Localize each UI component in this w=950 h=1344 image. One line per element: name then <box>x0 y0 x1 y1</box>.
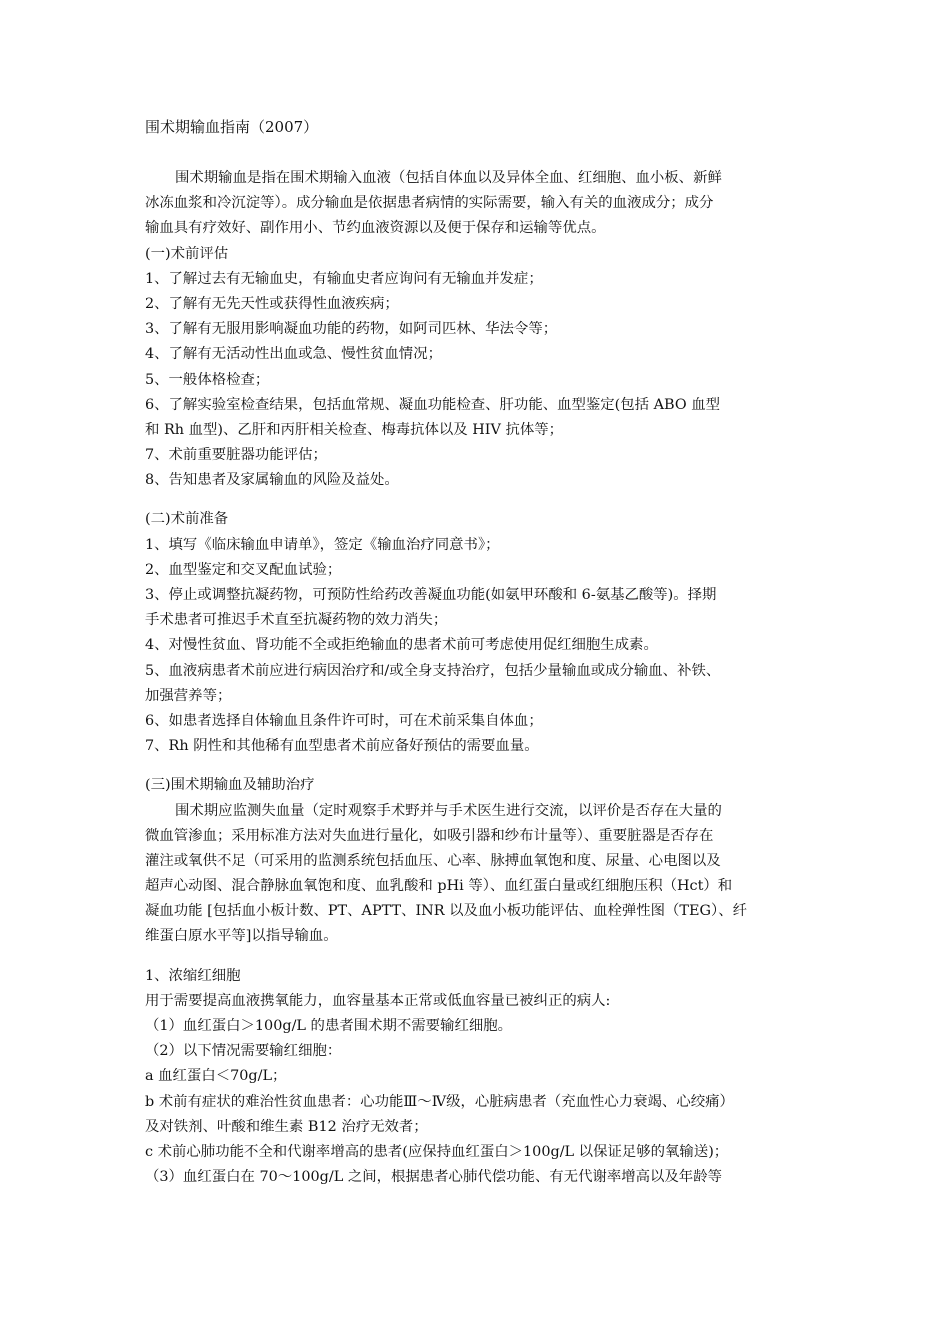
list-item: a 血红蛋白＜70g/L； <box>145 1068 287 1085</box>
spacer <box>145 950 813 964</box>
list-item: 6、了解实验室检查结果，包括血常规、凝血功能检查、肝功能、血型鉴定(包括 ABO 血型 <box>145 396 721 413</box>
intro-line: 输血具有疗效好、副作用小、节约血液资源以及便于保存和运输等优点。 <box>145 220 606 237</box>
paragraph-line: 微血管渗血；采用标准方法对失血进行量化，如吸引器和纱布计量等）、重要脏器是否存在 <box>145 827 714 844</box>
paragraph-line: 灌注或氧供不足（可采用的监测系统包括血压、心率、脉搏血氧饱和度、尿量、心电图以及 <box>145 852 721 869</box>
list-item: 1、了解过去有无输血史，有输血史者应询问有无输血并发症； <box>145 270 543 287</box>
list-item: c 术前心肺功能不全和代谢率增高的患者(应保持血红蛋白＞100g/L 以保证足够的氧输送)； <box>145 1143 729 1160</box>
section-heading-preop-evaluation: (一)术前评估 <box>145 245 229 262</box>
list-item: 3、了解有无服用影响凝血功能的药物，如阿司匹林、华法令等； <box>145 321 558 338</box>
list-item: 7、术前重要脏器功能评估； <box>145 447 327 464</box>
document-title: 围术期输血指南（2007） <box>145 118 319 136</box>
paragraph-line: 凝血功能 [包括血小板计数、PT、APTT、INR 以及血小板功能评估、血栓弹性图（TEG）、纤 <box>145 903 747 920</box>
intro-line: 围术期输血是指在围术期输入血液（包括自体血以及异体全血、红细胞、血小板、新鲜 <box>175 170 722 186</box>
list-item: 及对铁剂、叶酸和维生素 B12 治疗无效者； <box>145 1118 428 1135</box>
list-item: 8、告知患者及家属输血的风险及益处。 <box>145 472 399 489</box>
list-item: 4、对慢性贫血、肾功能不全或拒绝输血的患者术前可考虑使用促红细胞生成素。 <box>145 637 658 654</box>
section-heading-preop-preparation: (二)术前准备 <box>145 511 229 528</box>
spacer <box>145 759 813 773</box>
list-item: （1）血红蛋白＞100g/L 的患者围术期不需要输红细胞。 <box>145 1018 513 1034</box>
list-item: 5、血液病患者术前应进行病因治疗和/或全身支持治疗，包括少量输血或成分输血、补铁、 <box>145 662 721 679</box>
list-item: 5、一般体格检查； <box>145 371 270 388</box>
list-item: 1、填写《临床输血申请单》，签定《输血治疗同意书》； <box>145 536 500 553</box>
section-heading-perioperative-transfusion: (三)围术期输血及辅助治疗 <box>145 777 315 794</box>
list-item: 3、停止或调整抗凝药物，可预防性给药改善凝血功能(如氨甲环酸和 6-氨基乙酸等)。择期 <box>145 587 717 603</box>
list-item: 手术患者可推迟手术直至抗凝药物的效力消失； <box>145 612 448 629</box>
list-item: （2）以下情况需要输红细胞： <box>145 1043 342 1060</box>
list-item: 6、如患者选择自体输血且条件许可时，可在术前采集自体血； <box>145 712 543 729</box>
list-item: 2、血型鉴定和交叉配血试验； <box>145 561 342 578</box>
list-item: b 术前有症状的难治性贫血患者：心功能Ⅲ～Ⅳ级，心脏病患者（充血性心力衰竭、心绞痛） <box>145 1093 734 1110</box>
list-item: 4、了解有无活动性出血或急、慢性贫血情况； <box>145 346 442 363</box>
list-item: 2、了解有无先天性或获得性血液疾病； <box>145 295 399 312</box>
list-item: 7、Rh 阴性和其他稀有血型患者术前应备好预估的需要血量。 <box>145 738 539 755</box>
paragraph-line: 用于需要提高血液携氧能力，血容量基本正常或低血容量已被纠正的病人: <box>145 992 611 1009</box>
paragraph-line: 围术期应监测失血量（定时观察手术野并与手术医生进行交流，以评价是否存在大量的 <box>175 802 722 819</box>
document-body <box>145 166 813 1190</box>
subsection-heading-red-cells: 1、浓缩红细胞 <box>145 967 241 984</box>
list-item: 和 Rh 血型)、乙肝和丙肝相关检查、梅毒抗体以及 HIV 抗体等； <box>145 421 564 438</box>
spacer <box>145 493 813 507</box>
paragraph-line: 超声心动图、混合静脉血氧饱和度、血乳酸和 pHi 等）、血红蛋白量或红细胞压积（Hct）和 <box>145 878 733 895</box>
paragraph-line: 维蛋白原水平等]以指导输血。 <box>145 928 338 945</box>
list-item: （3）血红蛋白在 70～100g/L 之间，根据患者心肺代偿功能、有无代谢率增高以及年龄等 <box>145 1169 722 1186</box>
list-item: 加强营养等； <box>145 687 232 704</box>
intro-line: 冰冻血浆和冷沉淀等）。成分输血是依据患者病情的实际需要，输入有关的血液成分；成分 <box>145 195 714 212</box>
